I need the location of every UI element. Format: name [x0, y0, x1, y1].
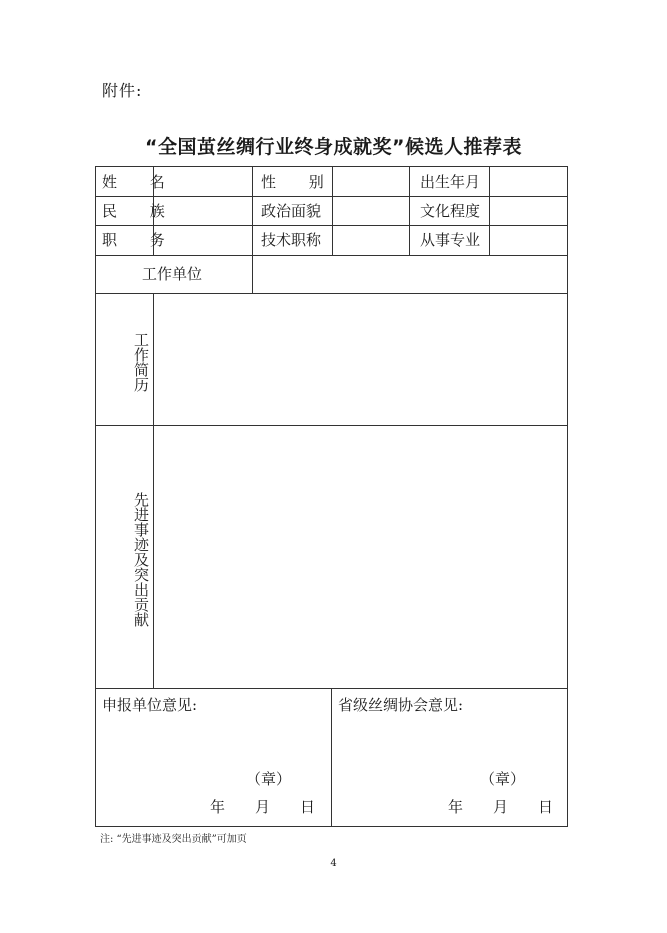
left-year: 年	[210, 798, 226, 816]
left-day: 日	[300, 798, 316, 816]
achievements-label: 先进事迹及突出贡献	[132, 491, 150, 627]
right-seal: （章）	[480, 770, 526, 788]
applicant-unit-opinion-label: 申报单位意见:	[102, 696, 198, 714]
right-year: 年	[448, 798, 464, 816]
form-title: “全国茧丝绸行业终身成就奖”候选人推荐表	[145, 136, 522, 158]
education-label: 文化程度	[420, 202, 481, 220]
political-status-field[interactable]	[333, 196, 409, 225]
provincial-association-opinion-label: 省级丝绸协会意见:	[338, 696, 464, 714]
work-history-field[interactable]	[154, 294, 567, 425]
name-field[interactable]	[154, 167, 252, 196]
work-history-label: 工作简历	[132, 332, 150, 392]
left-month: 月	[255, 798, 271, 816]
position-label: 职 务	[102, 231, 179, 249]
name-label: 姓 名	[102, 173, 179, 191]
work-unit-label: 工作单位	[142, 265, 203, 283]
right-day: 日	[538, 798, 554, 816]
education-field[interactable]	[490, 196, 567, 225]
work-unit-field[interactable]	[253, 256, 567, 293]
ethnicity-field[interactable]	[154, 196, 252, 225]
specialty-label: 从事专业	[420, 231, 481, 249]
specialty-field[interactable]	[490, 225, 567, 255]
technical-title-field[interactable]	[333, 225, 409, 255]
attachment-label: 附件:	[102, 81, 143, 100]
political-status-label: 政治面貌	[261, 202, 322, 220]
left-date	[210, 796, 315, 817]
achievements-field[interactable]	[154, 426, 567, 688]
footnote: 注: “先进事迹及突出贡献”可加页	[100, 834, 247, 845]
recommendation-form	[95, 166, 568, 827]
position-field[interactable]	[154, 225, 252, 255]
right-month: 月	[493, 798, 509, 816]
birth-date-field[interactable]	[490, 167, 567, 196]
page-number: 4	[330, 858, 337, 869]
ethnicity-label: 民 族	[102, 202, 179, 220]
gender-field[interactable]	[333, 167, 409, 196]
right-date	[448, 796, 553, 817]
left-seal: （章）	[246, 770, 292, 788]
gender-label: 性 别	[261, 173, 338, 191]
technical-title-label: 技术职称	[261, 231, 322, 249]
birth-date-label: 出生年月	[420, 173, 481, 191]
